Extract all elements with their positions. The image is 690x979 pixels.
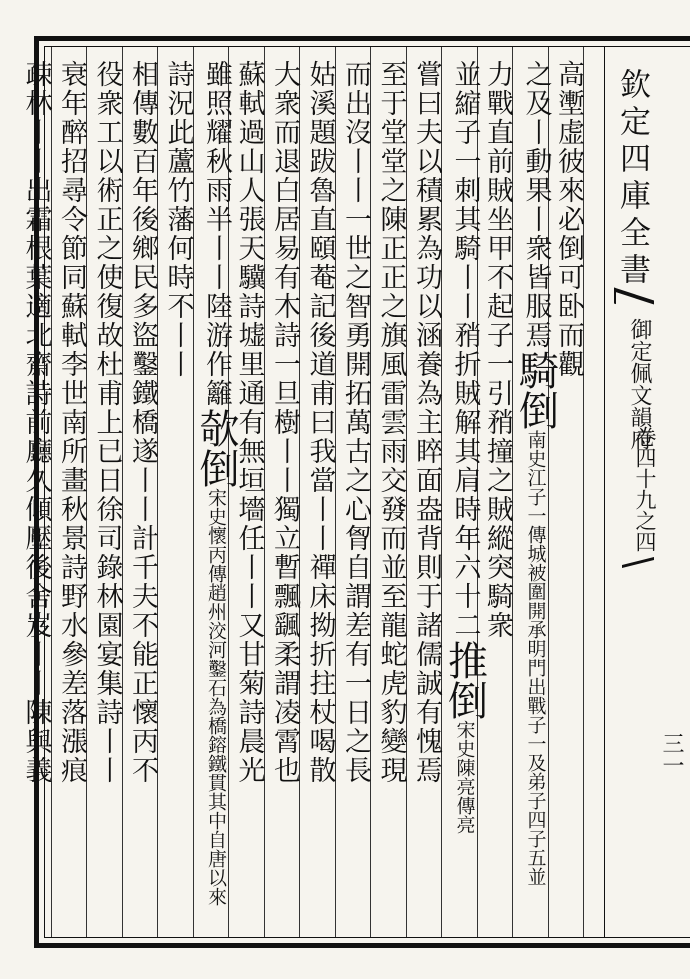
- body-text: 力戰直前賊坐甲不起子一引矟撞之賊縱突騎衆: [482, 60, 513, 640]
- body-text: 相傳數百年後鄉民多盜鑿鐵橋遂丨丨計千夫不能正懷丙不: [127, 60, 158, 785]
- volume-number: 卷四十九之四: [633, 426, 657, 552]
- text-column: [303, 60, 337, 785]
- body-text: 大衆而退白居易有木詩一旦樹丨丨獨立暫飄颻柔謂凌霄也: [269, 60, 300, 785]
- text-column: [512, 60, 559, 886]
- text-column: [19, 60, 53, 785]
- text-column: [267, 60, 301, 785]
- text-column: [90, 60, 124, 785]
- headword: 騎倒: [512, 350, 559, 430]
- body-text: 姑溪題跋魯直頤菴記後道甫曰我當丨丨禪床拗折拄杖喝散: [304, 60, 336, 785]
- text-column: [125, 60, 159, 785]
- body-text: 而出沒丨丨一世之智勇開拓萬古之心胷自謂差有一日之長: [340, 60, 371, 785]
- annotation-text: 宋史懷丙傳趙州洨河鑿石為橋鎔鐵貫其中自唐以來: [205, 488, 227, 906]
- page-number: 三一: [659, 732, 684, 776]
- body-text: 之及丨動果丨衆皆服焉: [520, 60, 552, 350]
- body-text: 至于堂堂之陳正正之旗風雷雲雨交發而並至龍蛇虎豹變現: [375, 60, 407, 785]
- body-text: 高壍虚彼來必倒可卧而觀: [553, 60, 584, 379]
- book-title: 欽定四庫全書: [614, 68, 650, 290]
- text-column: [441, 60, 488, 834]
- text-column: [480, 60, 514, 640]
- annotation-text: 南史江子一傳城被圍開承明門出戰子一及弟子四子五並: [524, 430, 547, 886]
- body-text: 詩況此蘆竹藩何時不丨丨: [162, 60, 194, 379]
- body-text: 雖照耀秋雨半丨丨陸游作籬: [201, 60, 232, 408]
- text-column: [374, 60, 408, 785]
- text-column: [161, 60, 195, 379]
- body-text: 嘗曰夫以積累為功以涵養為主睟面盎背則于諸儒誠有愧焉: [411, 60, 442, 785]
- body-text: 並縮子一刺其騎丨丨矟折賊解其肩時年六十二: [449, 60, 481, 640]
- text-column: [54, 60, 88, 785]
- text-column: [338, 60, 372, 785]
- headword: 推倒: [441, 640, 488, 720]
- text-column: [193, 60, 239, 906]
- text-column: [409, 60, 443, 785]
- book-subtitle: 御定佩文韻府: [627, 318, 652, 450]
- body-text: 衰年醉招尋令節同蘇軾李世南所畫秋景詩野水參差落漲痕: [56, 60, 87, 785]
- text-column: [551, 60, 585, 379]
- headword: 欹倒: [193, 408, 239, 488]
- body-text: 蘇軾過山人張天驥詩墟里通有無垣墻任丨丨又甘菊詩晨光: [233, 60, 265, 785]
- body-text: 役衆工以術正之使復故杜甫上已日徐司錄林園宴集詩丨丨: [91, 60, 123, 785]
- annotation-text: 宋史陳亮傳亮: [453, 720, 476, 834]
- body-text: 疎林丨丨出霜根葉適北齋詩前廳久傾壓後舍岌丨丨陳與義: [20, 60, 52, 785]
